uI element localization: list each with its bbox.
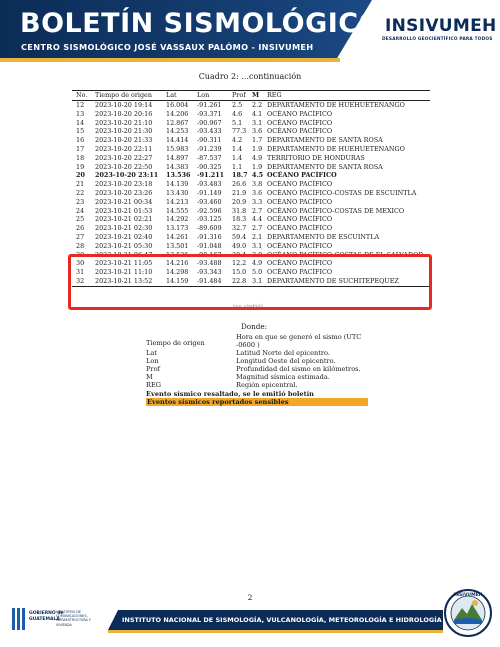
cell-reg: OCÉANO PACÍFICO <box>267 171 337 180</box>
table-row <box>72 136 430 145</box>
cell-time: 2023-10-20 23:18 <box>95 180 153 189</box>
cell-lat: 14.414 <box>166 136 189 145</box>
cell-prof: 77.3 <box>232 127 247 136</box>
cell-reg: DEPARTAMENTO DE SANTA ROSA <box>267 162 383 171</box>
cell-lon: -87.537 <box>197 153 222 162</box>
cell-lon: -91.261 <box>197 101 222 109</box>
cell-no: 22 <box>76 188 85 197</box>
cell-m: 3.3 <box>252 197 263 206</box>
cell-no: 29 <box>76 250 85 259</box>
legend-orange-note: Eventos sísmicos reportados sensibles <box>146 398 368 406</box>
cell-time: 2023-10-20 22:11 <box>95 144 153 153</box>
seal-label: INSIVUMEH <box>453 593 483 598</box>
bulletin-title: BOLETÍN SISMOLÓGICO <box>20 8 383 39</box>
header-accent-stripe <box>0 58 340 62</box>
cell-reg: OCÉANO PACÍFICO <box>267 118 333 127</box>
cell-prof: 18.3 <box>232 215 247 224</box>
col-header-m: M <box>252 91 260 99</box>
cell-lon: -91.316 <box>197 232 222 241</box>
gov-line-2: GUATEMALA <box>29 616 60 622</box>
cell-time: 2023-10-20 21:33 <box>95 136 153 145</box>
legend-row <box>146 381 368 389</box>
cell-time: 2023-10-21 02:30 <box>95 224 153 233</box>
legend-key: Prof <box>146 365 160 373</box>
col-header-lon: Lon <box>197 91 210 99</box>
cell-lon: -91.239 <box>197 144 222 153</box>
cell-no: 13 <box>76 109 85 118</box>
cell-reg: TERRITORIO DE HONDURAS <box>267 153 365 162</box>
cell-time: 2023-10-20 21:10 <box>95 118 153 127</box>
cell-reg: OCÉANO PACÍFICO-COSTAS DE MEXICO <box>267 206 405 215</box>
legend-row <box>146 333 368 349</box>
cell-lat: 14.897 <box>166 153 189 162</box>
cell-m: 4.1 <box>252 109 263 118</box>
cell-time: 2023-10-21 06:47 <box>95 250 153 259</box>
cell-m: 3.6 <box>252 127 263 136</box>
legend-value: Latitud Norte del epicentro. <box>236 349 330 357</box>
cell-lat: 14.555 <box>166 206 189 215</box>
bulletin-subtitle: CENTRO SISMOLÓGICO JOSÉ VASSAUX PALÓMO - INSIVUMEH <box>21 42 314 52</box>
cell-prof: 18.7 <box>232 171 248 180</box>
cell-lat: 14.159 <box>166 276 189 285</box>
cell-m: 4.9 <box>252 153 263 162</box>
cell-m: 2.1 <box>252 232 263 241</box>
legend-value: Profundidad del sismo en kilómetros. <box>236 365 361 373</box>
cell-reg: DEPARTAMENTO DE HUEHUETENANGO <box>267 101 405 109</box>
cell-lat: 12.867 <box>166 118 189 127</box>
guatemala-flag-icon <box>12 608 26 630</box>
cell-reg: OCÉANO PACÍFICO-COSTAS DE ESCUINTLA <box>267 188 417 197</box>
cell-reg: OCÉANO PACÍFICO <box>267 197 333 206</box>
cell-m: 4.5 <box>252 171 264 180</box>
highlight-box <box>68 254 432 310</box>
cell-prof: 4.6 <box>232 109 243 118</box>
cell-reg: OCÉANO PACÍFICO <box>267 127 333 136</box>
cell-m: 4.4 <box>252 215 263 224</box>
table-header-row <box>72 91 430 100</box>
cell-m: 1.9 <box>252 162 263 171</box>
cell-no: 14 <box>76 118 85 127</box>
table-row <box>72 119 430 128</box>
legend-row <box>146 365 368 373</box>
legend-value: Longitud Oeste del epicentro. <box>236 357 336 365</box>
cell-time: 2023-10-21 02:21 <box>95 215 153 224</box>
cell-no: 23 <box>76 197 85 206</box>
legend-key: M <box>146 373 153 381</box>
cell-lon: -91.211 <box>197 171 225 180</box>
cell-prof: 21.9 <box>232 188 247 197</box>
cell-lat: 14.206 <box>166 109 189 118</box>
legend-row <box>146 357 368 365</box>
cell-time: 2023-10-21 11:10 <box>95 268 153 277</box>
cell-reg: DEPARTAMENTO DE SANTA ROSA <box>267 136 383 145</box>
cell-no: 24 <box>76 206 85 215</box>
cell-lat: 15.983 <box>166 144 189 153</box>
cell-lon: -89.609 <box>197 224 222 233</box>
cell-no: 20 <box>76 171 85 180</box>
cell-m: 1.9 <box>252 144 263 153</box>
cell-prof: 30.4 <box>232 250 247 259</box>
legend-key: Lat <box>146 349 157 357</box>
cell-prof: 20.9 <box>232 197 247 206</box>
table-row <box>72 127 430 136</box>
cell-no: 17 <box>76 144 85 153</box>
cell-lon: -92.596 <box>197 206 222 215</box>
cell-no: 21 <box>76 180 85 189</box>
cell-reg: OCÉANO PACÍFICO <box>267 109 333 118</box>
cell-prof: 5.1 <box>232 118 243 127</box>
table-row <box>72 154 430 163</box>
cell-time: 2023-10-20 22:50 <box>95 162 153 171</box>
cell-prof: 15.0 <box>232 268 247 277</box>
cell-lat: 13.526 <box>166 250 189 259</box>
cell-no: 28 <box>76 241 85 250</box>
cell-reg: OCÉANO PACÍFICO <box>267 268 333 277</box>
cell-reg: OCÉANO PACÍFICO <box>267 224 333 233</box>
cell-prof: 1.1 <box>232 162 243 171</box>
cell-prof: 59.4 <box>232 232 247 241</box>
cell-reg: DEPARTAMENTO DE HUEHUETENANGO <box>267 144 405 153</box>
cell-lon: -93.483 <box>197 180 222 189</box>
cell-lat: 14.213 <box>166 197 189 206</box>
col-header-reg: REG <box>267 91 282 99</box>
cell-lon: -93.371 <box>197 109 222 118</box>
cell-prof: 2.5 <box>232 101 243 109</box>
cell-time: 2023-10-20 20:16 <box>95 109 153 118</box>
cell-lon: -91.149 <box>197 188 222 197</box>
cell-m: 2.7 <box>252 206 263 215</box>
legend-title: Donde: <box>241 322 267 331</box>
cell-lon: -93.488 <box>197 259 222 268</box>
table-row <box>72 145 430 154</box>
cell-time: 2023-10-21 01:53 <box>95 206 153 215</box>
legend-value: Magnitud sísmica estimada. <box>236 373 330 381</box>
col-header-time: Tiempo de origen <box>95 91 152 99</box>
table-row <box>72 224 430 233</box>
cell-time: 2023-10-20 23:11 <box>95 171 159 180</box>
cell-lon: -90.311 <box>197 136 222 145</box>
cell-lat: 13.173 <box>166 224 189 233</box>
cell-m: 4.9 <box>252 259 263 268</box>
cell-time: 2023-10-21 05:30 <box>95 241 153 250</box>
cell-lat: 14.216 <box>166 259 189 268</box>
col-header-no: No. <box>76 91 88 99</box>
cell-prof: 26.6 <box>232 180 247 189</box>
page-number: 2 <box>247 593 253 602</box>
cell-lat: 14.298 <box>166 268 189 277</box>
cell-m: 3.1 <box>252 118 263 127</box>
cell-lon: -93.433 <box>197 127 222 136</box>
cell-lon: -91.484 <box>197 276 222 285</box>
cell-prof: 1.4 <box>232 153 243 162</box>
cell-no: 31 <box>76 268 85 277</box>
cell-prof: 1.4 <box>232 144 243 153</box>
table-row <box>72 215 430 224</box>
cell-time: 2023-10-20 19:14 <box>95 101 153 109</box>
guatemala-government-logo <box>12 606 100 632</box>
legend-value: Hora en que se generó el sismo (UTC -0600 ) <box>236 333 362 349</box>
cell-lat: 14.253 <box>166 127 189 136</box>
cell-lat: 16.004 <box>166 101 189 109</box>
cell-prof: 12.2 <box>232 259 247 268</box>
insivumeh-logo: INSIVUMEH <box>385 16 497 36</box>
table-caption: Cuadro 2: ...continuación <box>198 72 302 81</box>
col-header-prof: Prof <box>232 91 246 99</box>
legend-row <box>146 373 368 381</box>
cell-m: 5.0 <box>252 268 263 277</box>
institute-name: INSTITUTO NACIONAL DE SISMOLOGÍA, VULCANOLOGÍA, METEOROLOGÍA E HIDROLOGÍA <box>122 616 442 624</box>
legend <box>146 333 368 406</box>
table-row <box>72 198 430 207</box>
cell-lon: -90.967 <box>197 118 222 127</box>
legend-row <box>146 349 368 357</box>
cell-reg: OCÉANO PACÍFICO <box>267 215 333 224</box>
cell-lat: 14.383 <box>166 162 189 171</box>
cell-no: 15 <box>76 127 85 136</box>
table-row <box>72 207 430 216</box>
table-row <box>72 180 430 189</box>
cell-no: 26 <box>76 224 85 233</box>
cell-lon: -93.343 <box>197 268 222 277</box>
cell-reg: DEPARTAMENTO DE SUCHITEPEQUEZ <box>267 276 399 285</box>
gov-line-1: GOBIERNO de <box>29 611 64 616</box>
footer-accent-stripe <box>108 630 443 633</box>
cell-m: 3.1 <box>252 276 263 285</box>
cell-lat: 13.430 <box>166 188 189 197</box>
cell-m: 2.7 <box>252 224 263 233</box>
cell-time: 2023-10-20 21:30 <box>95 127 153 136</box>
cell-lon: -93.125 <box>197 215 222 224</box>
table-row <box>72 233 430 242</box>
table-row <box>72 110 430 119</box>
legend-key: Lon <box>146 357 159 365</box>
insivumeh-seal-icon <box>443 588 493 638</box>
cell-m: 3.8 <box>252 180 263 189</box>
cell-time: 2023-10-21 02:40 <box>95 232 153 241</box>
cell-no: 25 <box>76 215 85 224</box>
table-row <box>72 242 430 251</box>
cell-lat: 14.292 <box>166 215 189 224</box>
cell-time: 2023-10-20 23:26 <box>95 188 153 197</box>
obscured-note: (se sintió) <box>233 304 264 311</box>
cell-prof: 22.8 <box>232 276 247 285</box>
table-row <box>72 189 430 198</box>
insivumeh-tagline: DESARROLLO GEOCIENTÍFICO PARA TODOS <box>382 37 493 42</box>
cell-time: 2023-10-21 13:52 <box>95 276 153 285</box>
cell-time: 2023-10-20 22:27 <box>95 153 153 162</box>
cell-lon: -93.460 <box>197 197 222 206</box>
legend-value: Región epicentral. <box>236 381 298 389</box>
legend-bold-note: Evento sísmico resaltado, se le emitió boletín <box>146 390 314 398</box>
cell-no: 30 <box>76 259 85 268</box>
cell-prof: 4.2 <box>232 136 243 145</box>
ministry-name: MINISTERIO DE COMUNICACIONES, INFRAESTRUCTURA Y VIVIENDA <box>56 610 91 627</box>
cell-no: 27 <box>76 232 85 241</box>
cell-lon: -90.325 <box>197 162 222 171</box>
cell-m: 2.2 <box>252 101 263 109</box>
cell-reg: OCÉANO PACÍFICO <box>267 259 333 268</box>
cell-lat: 13.501 <box>166 241 189 250</box>
cell-prof: 49.0 <box>232 241 247 250</box>
table-row <box>72 171 430 180</box>
col-header-lat: Lat <box>166 91 177 99</box>
cell-reg: OCÉANO PACÍFICO-COSTAS DE EL SALVADOR <box>267 250 424 259</box>
cell-reg: OCÉANO PACÍFICO <box>267 180 333 189</box>
page-header <box>0 0 500 62</box>
cell-m: 1.7 <box>252 136 263 145</box>
legend-key: REG <box>146 381 162 389</box>
legend-key: Tiempo de origen <box>146 339 205 347</box>
cell-lat: 14.261 <box>166 232 189 241</box>
cell-no: 19 <box>76 162 85 171</box>
cell-lon: -91.048 <box>197 241 222 250</box>
table-row <box>72 101 430 110</box>
cell-no: 12 <box>76 101 85 109</box>
cell-no: 18 <box>76 153 85 162</box>
cell-time: 2023-10-21 11:05 <box>95 259 153 268</box>
cell-m: 3.0 <box>252 250 263 259</box>
cell-lon: -90.167 <box>197 250 222 259</box>
cell-lat: 14.139 <box>166 180 189 189</box>
cell-no: 16 <box>76 136 85 145</box>
cell-m: 3.1 <box>252 241 263 250</box>
cell-reg: OCÉANO PACÍFICO <box>267 241 333 250</box>
cell-reg: DEPARTAMENTO DE ESCUINTLA <box>267 232 380 241</box>
cell-lat: 13.536 <box>166 171 191 180</box>
table-row <box>72 163 430 172</box>
cell-prof: 31.8 <box>232 206 247 215</box>
cell-no: 32 <box>76 276 85 285</box>
cell-time: 2023-10-21 00:34 <box>95 197 153 206</box>
cell-m: 3.6 <box>252 188 263 197</box>
cell-prof: 32.7 <box>232 224 247 233</box>
